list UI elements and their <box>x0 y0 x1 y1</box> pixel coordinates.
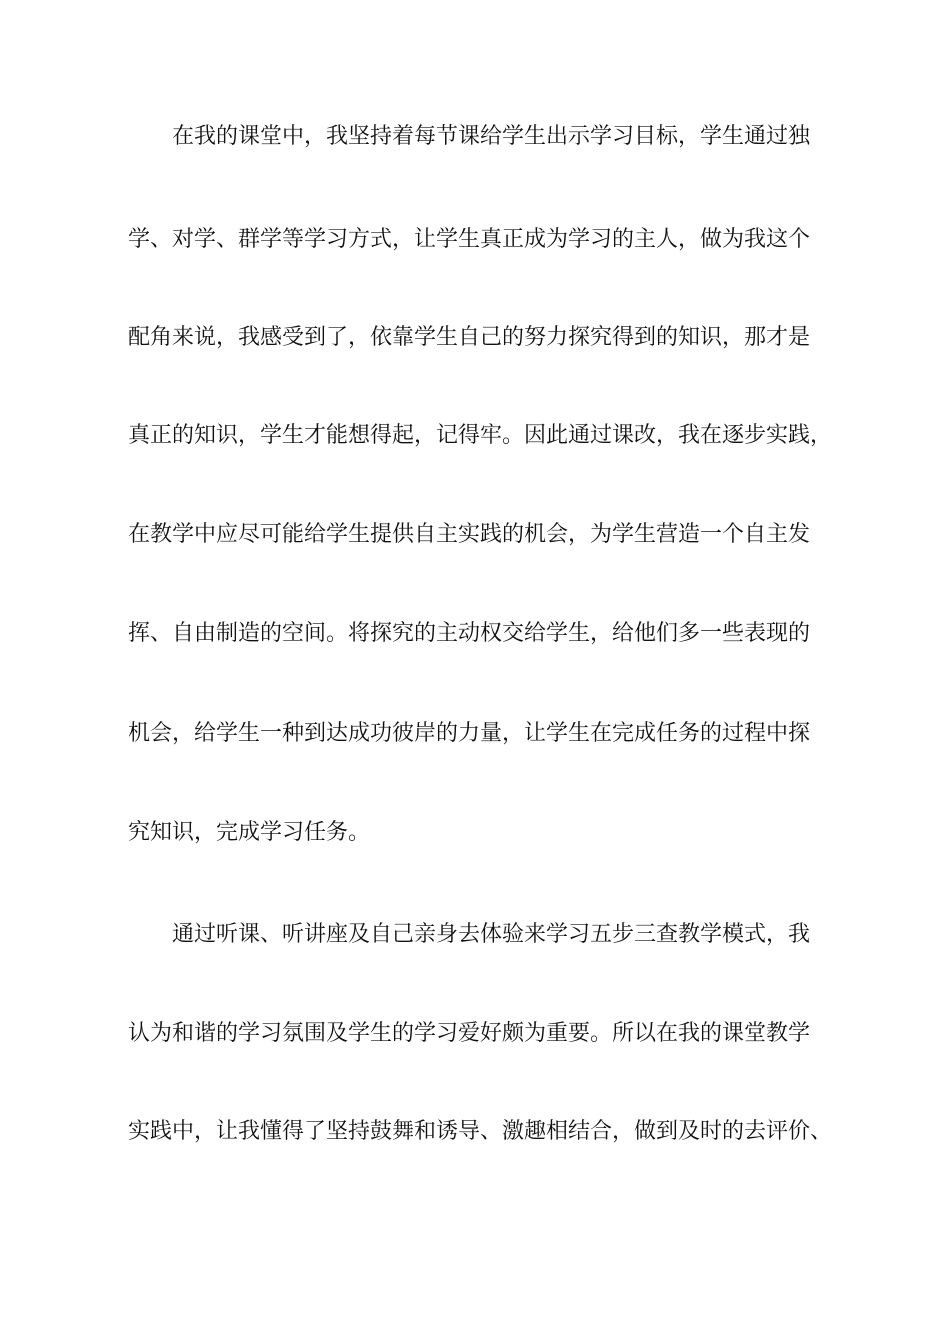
paragraph-1-line-1: 在我的课堂中，我坚持着每节课给学生出示学习目标，学生通过独 <box>172 124 811 149</box>
paragraph-2-line-3: 实践中，让我懂得了坚持鼓舞和诱导、激趣相结合，做到及时的去评价、 <box>128 1119 833 1144</box>
paragraph-2-line-1: 通过听课、听讲座及自己亲身去体验来学习五步三查教学模式，我 <box>172 922 811 947</box>
paragraph-2-line-2: 认为和谐的学习氛围及学生的学习爱好颇为重要。所以在我的课堂教学 <box>128 1021 811 1046</box>
paragraph-1-line-7: 机会，给学生一种到达成功彼岸的力量，让学生在完成任务的过程中探 <box>128 721 811 746</box>
paragraph-1-line-6: 挥、自由制造的空间。将探究的主动权交给学生，给他们多一些表现的 <box>128 621 811 646</box>
paragraph-1-line-2: 学、对学、群学等学习方式，让学生真正成为学习的主人，做为我这个 <box>128 227 811 252</box>
paragraph-1-line-5: 在教学中应尽可能给学生提供自主实践的机会，为学生营造一个自主发 <box>128 522 811 547</box>
paragraph-1-line-8: 究知识，完成学习任务。 <box>128 820 371 845</box>
paragraph-1-line-4: 真正的知识，学生才能想得起，记得牢。因此通过课改，我在逐步实践， <box>128 423 833 448</box>
paragraph-1-line-3: 配角来说，我感受到了，依靠学生自己的努力探究得到的知识，那才是 <box>128 325 811 350</box>
